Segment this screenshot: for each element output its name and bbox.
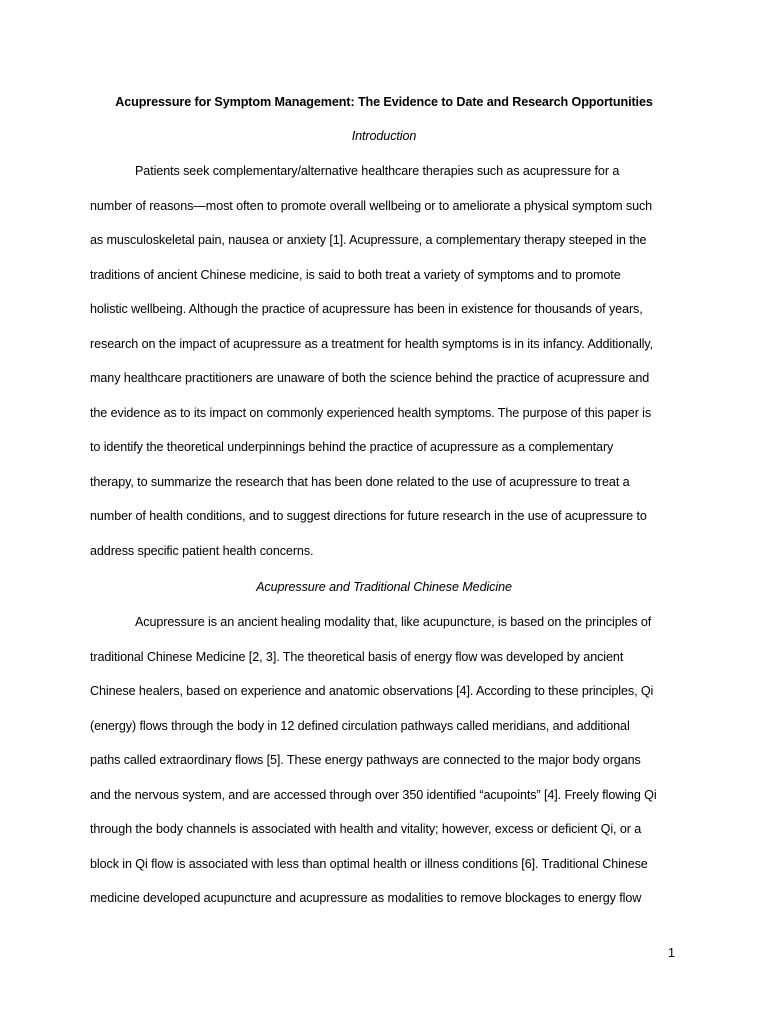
paragraph-line: address specific patient health concerns. bbox=[90, 543, 314, 558]
paragraph-line: traditions of ancient Chinese medicine, is said to both treat a variety of symptoms and to promote bbox=[90, 267, 621, 282]
paragraph-line: traditional Chinese Medicine [2, 3]. The theoretical basis of energy flow was developed by ancient bbox=[90, 649, 624, 664]
paragraph-line: Patients seek complementary/alternative healthcare therapies such as acupressure for a bbox=[135, 164, 620, 178]
paragraph-line: through the body channels is associated with health and vitality; however, excess or deficient Qi, or a bbox=[90, 822, 642, 836]
paragraph-line: block in Qi flow is associated with less than optimal health or illness conditions [6]. Traditional Chinese bbox=[90, 856, 648, 871]
paragraph-line: Acupressure is an ancient healing modality that, like acupuncture, is based on the principles of bbox=[135, 615, 652, 629]
paragraph-line: Chinese healers, based on experience and anatomic observations [4]. According to these principles, Qi bbox=[90, 684, 654, 698]
paragraph-line: therapy, to summarize the research that has been done related to the use of acupressure to treat a bbox=[90, 474, 630, 489]
paragraph-line: (energy) flows through the body in 12 defined circulation pathways called meridians, and additional bbox=[90, 718, 630, 733]
paragraph-line: to identify the theoretical underpinnings behind the practice of acupressure as a complementary bbox=[90, 440, 614, 454]
paragraph-tcm bbox=[90, 613, 680, 924]
section-heading-tcm: Acupressure and Traditional Chinese Medicine bbox=[256, 580, 512, 594]
paragraph-introduction bbox=[90, 162, 680, 576]
paragraph-line: as musculoskeletal pain, nausea or anxiety [1]. Acupressure, a complementary therapy steeped in the bbox=[90, 233, 647, 247]
section-heading-introduction: Introduction bbox=[351, 129, 417, 143]
paragraph-line: and the nervous system, and are accessed through over 350 identified “acupoints” [4]. Freely flowing Qi bbox=[90, 787, 657, 802]
paragraph-line: the evidence as to its impact on commonly experienced health symptoms. The purpose of this paper is bbox=[90, 405, 652, 420]
paragraph-line: many healthcare practitioners are unaware of both the science behind the practice of acupressure and bbox=[90, 371, 650, 385]
paragraph-line: medicine developed acupuncture and acupressure as modalities to remove blockages to energy flow bbox=[90, 891, 642, 905]
page-number: 1 bbox=[668, 946, 675, 960]
paragraph-line: number of reasons—most often to promote overall wellbeing or to ameliorate a physical symptom such bbox=[90, 198, 653, 213]
paragraph-line: holistic wellbeing. Although the practice of acupressure has been in existence for thousands of years, bbox=[90, 302, 643, 316]
document-title: Acupressure for Symptom Management: The Evidence to Date and Research Opportunities bbox=[115, 95, 653, 109]
paragraph-line: research on the impact of acupressure as a treatment for health symptoms is in its infancy. Additionally, bbox=[90, 336, 654, 351]
paragraph-line: number of health conditions, and to suggest directions for future research in the use of acupressure to bbox=[90, 509, 647, 523]
paragraph-line: paths called extraordinary flows [5]. These energy pathways are connected to the major body organs bbox=[90, 753, 641, 767]
